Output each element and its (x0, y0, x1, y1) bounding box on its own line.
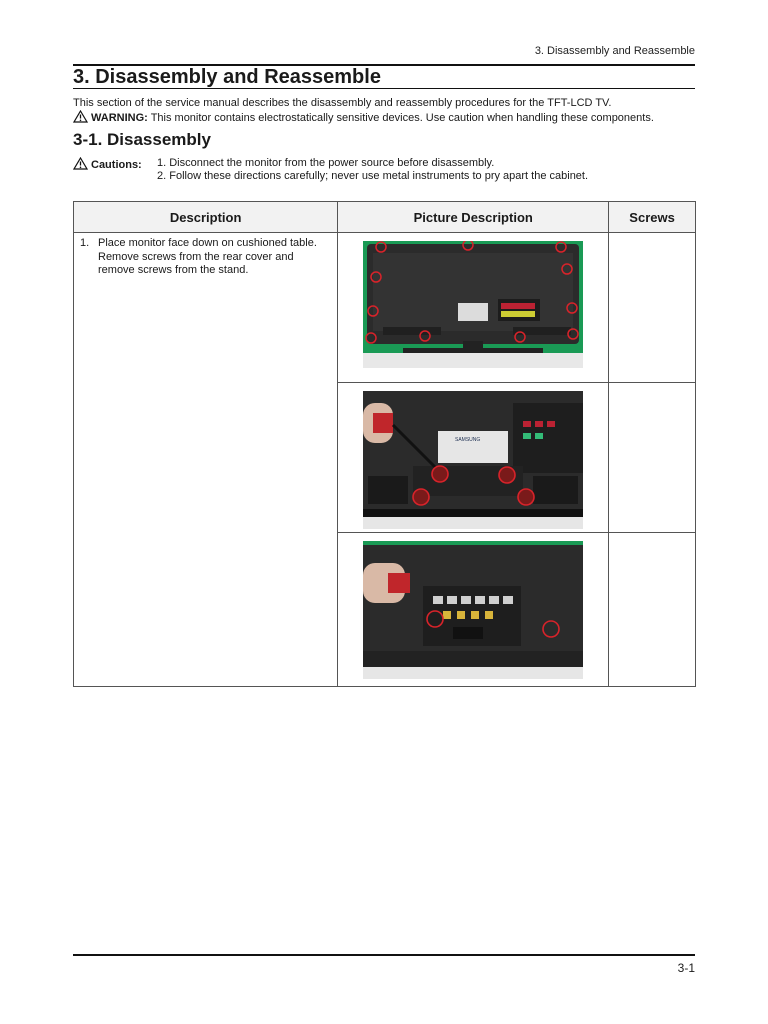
table-row (74, 233, 696, 383)
screws-cell (609, 233, 696, 383)
step-item (80, 237, 331, 278)
subsection-title: 3-1. Disassembly (73, 130, 211, 149)
screws-cell (609, 383, 696, 533)
stand-screws-photo (363, 391, 583, 529)
step-line: Place monitor face down on cushioned table. (98, 237, 317, 249)
step-text (98, 237, 317, 278)
cautions-list (157, 157, 588, 183)
label-text: SAMSUNG (455, 437, 481, 443)
step-line: Remove screws from the rear cover and (98, 250, 294, 263)
running-header: 3. Disassembly and Reassemble (534, 45, 695, 57)
tv-rear-cover-photo (363, 241, 583, 368)
caution-item: 1. Disconnect the monitor from the power source before disassembly. (157, 157, 495, 169)
warning-text: This monitor contains electrostatically sensitive devices. Use caution when handling these components. (150, 112, 654, 124)
column-header-picture: Picture Description (338, 202, 609, 233)
warning-line (73, 110, 654, 126)
disassembly-table (73, 201, 696, 687)
step-description-cell (74, 233, 338, 687)
caution-triangle-icon (73, 157, 88, 170)
intro-text: This section of the service manual describes the disassembly and reassembly procedures for the TFT-LCD TV. (73, 97, 612, 109)
warning-triangle-icon (73, 110, 88, 123)
cautions-label: Cautions: (91, 159, 142, 171)
warning-label: WARNING: (91, 112, 148, 124)
page-number: 3-1 (677, 961, 695, 975)
page-title: 3. Disassembly and Reassemble (73, 64, 695, 89)
picture-cell (338, 233, 609, 383)
step-number: 1. (80, 237, 90, 249)
footer-rule (73, 954, 695, 956)
column-header-screws: Screws (609, 202, 696, 233)
picture-cell (338, 533, 609, 687)
picture-cell (338, 383, 609, 533)
cautions-heading (73, 157, 142, 172)
rear-cover-screws-photo (363, 541, 583, 679)
caution-item: 2. Follow these directions carefully; never use metal instruments to pry apart the cabinet. (157, 170, 589, 182)
step-line: remove screws from the stand. (98, 264, 249, 276)
screws-cell (609, 533, 696, 687)
column-header-description: Description (74, 202, 338, 233)
table-header-row (74, 202, 696, 233)
